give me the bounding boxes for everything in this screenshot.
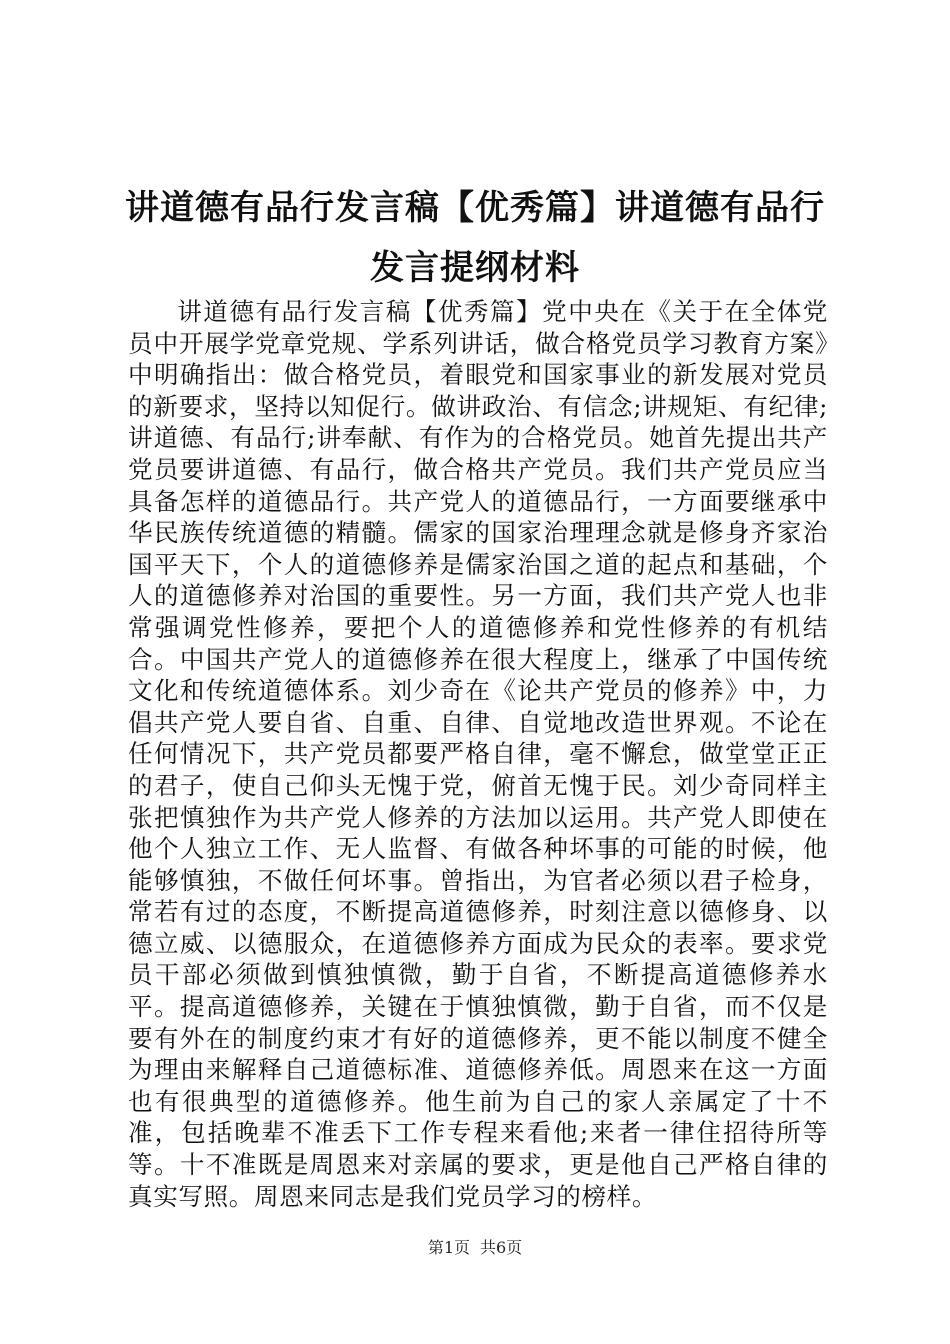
document-title: 讲道德有品行发言稿【优秀篇】讲道德有品行发言提纲材料 [125, 188, 825, 288]
body-paragraph: 讲道德有品行发言稿【优秀篇】党中央在《关于在全体党员中开展学党章党规、学系列讲话，做合格党员学习教育方案》中明确指出：做合格党员，着眼党和国家事业的新发展对党员的新要求，坚持以知促行。做讲政治、有信念;讲规矩、有纪律;讲道德、有品行;讲奉献、有作为的合格党员。她首先提出共产党员要讲道德、有品行，做合格共产党员。我们共产党员应当具备怎样的道德品行。共产党人的道德品行，一方面要继承中华民族传统道德的精髓。儒家的国家治理理念就是修身齐家治国平天下，个人的道德修养是儒家治国之道的起点和基础，个人的道德修养对治国的重要性。另一方面，我们共产党人也非常强调党性修养，要把个人的道德修养和党性修养的有机结合。中国共产党人的道德修养在很大程度上，继承了中国传统文化和传统道德体系。刘少奇在《论共产党员的修养》中，力倡共产党人要自省、自重、自律、自觉地改造世界观。不论在任何情况下，共产党员都要严格自律，毫不懈怠，做堂堂正正的君子，使自己仰头无愧于党，俯首无愧于民。刘少奇同样主张把慎独作为共产党人修养的方法加以运用。共产党人即使在他个人独立工作、无人监督、有做各种坏事的可能的时候，他能够慎独，不做任何坏事。曾指出，为官者必须以君子检身，常若有过的态度，不断提高道德修养，时刻注意以德修身、以德立威、以德服众，在道德修养方面成为民众的表率。要求党员干部必须做到慎独慎微，勤于自省，不断提高道德修养水平。提高道德修养，关键在于慎独慎微，勤于自省，而不仅是要有外在的制度约束才有好的道德修养，更不能以制度不健全为理由来解释自己道德标准、道德修养低。周恩来在这一方面也有很典型的道德修养。他生前为自己的家人亲属定了十不准，包括晚辈不准丢下工作专程来看他;来者一律住招待所等等。十不准既是周恩来对亲属的要求，更是他自己严格自律的真实写照。周恩来同志是我们党员学习的榜样。 [128, 297, 828, 1211]
page-total: 共6页 [480, 1238, 523, 1257]
page-footer [0, 1238, 950, 1258]
page-number: 第1页 [427, 1238, 470, 1257]
